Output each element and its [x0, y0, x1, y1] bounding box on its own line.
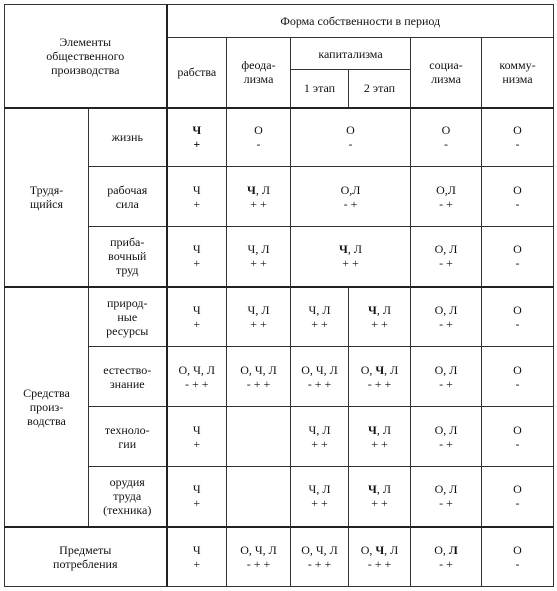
sign-mark: - + [439, 496, 453, 511]
ownership-mark [484, 123, 551, 137]
ownership-mark [293, 423, 346, 437]
value-cell [291, 407, 349, 467]
value-cell [227, 527, 291, 587]
sign-mark: - [256, 137, 261, 152]
mark-part: Ч [368, 482, 377, 497]
ownership-mark [170, 423, 225, 437]
sign-mark: + [193, 556, 201, 571]
ownership-mark [229, 183, 288, 197]
mark-part: Ч [192, 542, 201, 557]
value-cell [227, 347, 291, 407]
cell-content [293, 183, 408, 211]
sign-mark: + + [250, 316, 267, 331]
sign-mark: + + [371, 496, 388, 511]
sign-mark: - [515, 316, 520, 331]
mark-part: Ч [375, 362, 385, 377]
cell-content [351, 482, 408, 510]
ownership-mark [293, 242, 408, 256]
ownership-mark [351, 303, 408, 317]
mark-part: Ч [375, 542, 385, 557]
ownership-mark [484, 303, 551, 317]
sign-mark: - [515, 556, 520, 571]
ownership-mark [484, 363, 551, 377]
sign-mark: - [515, 376, 520, 391]
ownership-mark [170, 123, 225, 137]
mark-part: О [513, 482, 522, 497]
cell-content [413, 543, 479, 571]
ownership-mark [413, 423, 479, 437]
cell-content [413, 482, 479, 510]
ownership-mark [293, 183, 408, 197]
ownership-mark [351, 482, 408, 496]
cell-content [293, 482, 346, 510]
sign-mark: + + [311, 316, 328, 331]
ownership-mark [484, 423, 551, 437]
value-cell [482, 527, 554, 587]
cell-content [484, 363, 551, 391]
ownership-mark [229, 363, 288, 377]
value-cell [482, 227, 554, 287]
value-cell [227, 407, 291, 467]
sign-mark: - + + [367, 376, 392, 391]
mark-part: Ч [192, 242, 201, 257]
value-cell [291, 167, 411, 227]
table-row [5, 108, 554, 167]
mark-part: Ч [192, 482, 201, 497]
value-cell [411, 108, 482, 167]
mark-part: , Л [255, 182, 270, 197]
ownership-mark [293, 543, 346, 557]
value-cell [349, 347, 411, 407]
period-feudalism: феода- лизма [227, 38, 291, 108]
mark-part: О [513, 302, 522, 317]
sign-mark: + + [311, 496, 328, 511]
ownership-mark [170, 303, 225, 317]
mark-part: Л [448, 542, 458, 557]
ownership-mark [413, 183, 479, 197]
value-cell [482, 108, 554, 167]
value-cell [349, 287, 411, 347]
sign-mark: - [515, 196, 520, 211]
sign-mark: + + [250, 256, 267, 271]
cell-content [484, 543, 551, 571]
value-cell [291, 347, 349, 407]
ownership-mark [170, 183, 225, 197]
mark-part: , Л [376, 482, 391, 497]
sign-mark: + + [371, 316, 388, 331]
ownership-mark [484, 183, 551, 197]
cell-content [170, 543, 225, 571]
group-label: Средства произ- водства [5, 287, 89, 527]
sign-mark: + [193, 196, 201, 211]
mark-part: Ч [192, 302, 201, 317]
ownership-mark [229, 303, 288, 317]
cell-content [170, 423, 225, 451]
value-cell [167, 467, 227, 527]
cell-content [351, 303, 408, 331]
cell-content [484, 423, 551, 451]
cell-content [293, 123, 408, 151]
cell-content [293, 242, 408, 270]
sign-mark: - [515, 137, 520, 152]
value-cell [227, 167, 291, 227]
mark-part: О, Ч, Л [240, 542, 277, 557]
cell-content [484, 242, 551, 270]
mark-part: О, Л [434, 482, 458, 497]
ownership-mark [413, 363, 479, 377]
value-cell [411, 407, 482, 467]
value-cell [349, 407, 411, 467]
mark-part: Ч [247, 182, 256, 197]
mark-part: О [513, 182, 522, 197]
period-communism: комму- низма [482, 38, 554, 108]
value-cell [411, 467, 482, 527]
mark-part: О [441, 123, 451, 138]
value-cell [227, 227, 291, 287]
mark-part: Ч [368, 422, 377, 437]
sign-mark: + [193, 316, 201, 331]
cell-content [170, 303, 225, 331]
ownership-mark [293, 303, 346, 317]
cell-content [170, 183, 225, 211]
cell-content [413, 303, 479, 331]
element-label: рабочая сила [89, 167, 167, 227]
value-cell [167, 527, 227, 587]
sign-mark: + + [250, 196, 267, 211]
mark-part: Ч [368, 302, 377, 317]
value-cell [482, 167, 554, 227]
cell-content [170, 363, 225, 391]
value-cell [291, 227, 411, 287]
sign-mark: - + + [367, 556, 392, 571]
mark-part: Ч [192, 123, 202, 138]
sign-mark: - + [439, 436, 453, 451]
cell-content [229, 363, 288, 391]
sign-mark: - + [439, 376, 453, 391]
mark-part: , Л [376, 302, 391, 317]
value-cell [411, 227, 482, 287]
mark-part: Ч [339, 242, 348, 257]
sign-mark: - [444, 137, 448, 152]
element-label: орудия труда (техника) [89, 467, 167, 527]
cell-content [229, 543, 288, 571]
mark-part: О [513, 123, 522, 138]
mark-part: О, [434, 542, 449, 557]
sign-mark: - + [439, 196, 453, 211]
sign-mark: - [515, 436, 520, 451]
table-row [5, 287, 554, 347]
period-slavery: рабства [167, 38, 227, 108]
sign-mark: + + [311, 436, 328, 451]
cell-content [484, 482, 551, 510]
ownership-mark [170, 363, 225, 377]
cell-content [170, 482, 225, 510]
value-cell [482, 407, 554, 467]
value-cell [227, 467, 291, 527]
cell-content [170, 123, 225, 151]
ownership-mark [413, 543, 479, 557]
ownership-mark [351, 423, 408, 437]
ownership-mark [293, 482, 346, 496]
mark-part: О, Л [434, 362, 458, 377]
ownership-mark [170, 543, 225, 557]
mark-part: О, [360, 362, 376, 377]
sign-mark: - + [439, 316, 453, 331]
ownership-mark [351, 363, 408, 377]
table-body [5, 5, 554, 587]
ownership-mark [229, 543, 288, 557]
sign-mark: - + + [246, 556, 271, 571]
value-cell [482, 287, 554, 347]
cell-content [170, 242, 225, 270]
cell-content [413, 183, 479, 211]
value-cell [482, 467, 554, 527]
header-row-1 [5, 5, 554, 38]
cell-content [293, 363, 346, 391]
sign-mark: + [193, 137, 201, 152]
ownership-mark [413, 482, 479, 496]
value-cell [227, 287, 291, 347]
mark-part: Ч, Л [247, 242, 270, 257]
value-cell [167, 347, 227, 407]
value-cell [349, 527, 411, 587]
sign-mark: - + [439, 556, 453, 571]
cell-content [293, 543, 346, 571]
ownership-mark [413, 242, 479, 256]
cell-content [351, 543, 408, 571]
value-cell [482, 347, 554, 407]
mark-part: О [513, 422, 522, 437]
table-row [5, 527, 554, 587]
value-cell [167, 407, 227, 467]
element-label: природ- ные ресурсы [89, 287, 167, 347]
sign-mark: + + [342, 256, 359, 271]
element-label: техноло- гии [89, 407, 167, 467]
mark-part: , Л [384, 542, 399, 557]
cell-content [484, 303, 551, 331]
group-label: Трудя- щийся [5, 108, 89, 287]
cell-content [351, 423, 408, 451]
sign-mark: - + [343, 196, 358, 211]
mark-part: Ч, Л [247, 302, 270, 317]
mark-part: О [513, 242, 522, 257]
mark-part: О [513, 362, 522, 377]
cell-content [229, 183, 288, 211]
ownership-mark [413, 123, 479, 137]
value-cell [411, 167, 482, 227]
value-cell [291, 527, 349, 587]
element-label: жизнь [89, 108, 167, 167]
value-cell [349, 467, 411, 527]
ownership-mark [413, 303, 479, 317]
ownership-mark [484, 543, 551, 557]
mark-part: О, Ч, Л [301, 362, 338, 377]
mark-part: О [346, 123, 355, 138]
elements-header: Элементы общественного производства [5, 5, 167, 108]
sign-mark: + [193, 496, 201, 511]
cell-content [293, 303, 346, 331]
sign-mark: - + + [307, 556, 332, 571]
mark-part: Ч, Л [308, 422, 331, 437]
mark-part: О,Л [436, 182, 456, 197]
cell-content [413, 363, 479, 391]
period-capitalism-stage-1: 1 этап [291, 70, 349, 108]
ownership-mark [484, 242, 551, 256]
value-cell [167, 108, 227, 167]
sign-mark: - + + [246, 376, 271, 391]
value-cell [167, 287, 227, 347]
value-cell [227, 108, 291, 167]
mark-part: О, Л [434, 422, 458, 437]
period-socialism: социа- лизма [411, 38, 482, 108]
mark-part: О, Ч, Л [240, 362, 277, 377]
ownership-mark [293, 363, 346, 377]
sign-mark: - + + [307, 376, 332, 391]
mark-part: Ч [192, 182, 201, 197]
sign-mark: - [515, 496, 520, 511]
value-cell [411, 347, 482, 407]
ownership-mark [229, 242, 288, 256]
cell-content [229, 123, 288, 151]
value-cell [291, 108, 411, 167]
ownership-table [4, 4, 554, 587]
period-capitalism: капитализма [291, 38, 411, 70]
value-cell [291, 287, 349, 347]
cell-content [413, 123, 479, 151]
ownership-mark [170, 242, 225, 256]
sign-mark: - [348, 137, 353, 152]
cell-content [229, 242, 288, 270]
mark-part: О,Л [340, 182, 361, 197]
ownership-mark [229, 123, 288, 137]
cell-content [293, 423, 346, 451]
sign-mark: + [193, 436, 201, 451]
sign-mark: + [193, 256, 201, 271]
mark-part: О [254, 123, 263, 138]
cell-content [351, 363, 408, 391]
mark-part: О, Ч, Л [178, 362, 216, 377]
mark-part: Ч, Л [308, 482, 331, 497]
ownership-mark [293, 123, 408, 137]
value-cell [411, 287, 482, 347]
ownership-mark [170, 482, 225, 496]
mark-part: Ч, Л [308, 302, 331, 317]
element-label: естество- знание [89, 347, 167, 407]
group-label: Предметы потребления [5, 527, 167, 587]
mark-part: , Л [376, 422, 391, 437]
cell-content [484, 183, 551, 211]
form-header: Форма собственности в период [167, 5, 554, 38]
mark-part: Ч [192, 422, 201, 437]
sign-mark: - [515, 256, 520, 271]
value-cell [167, 167, 227, 227]
mark-part: О [513, 542, 522, 557]
cell-content [413, 423, 479, 451]
sign-mark: - + + [184, 376, 209, 391]
mark-part: О, Ч, Л [301, 542, 338, 557]
ownership-mark [351, 543, 408, 557]
mark-part: О, Л [434, 242, 458, 257]
mark-part: О, [360, 542, 376, 557]
cell-content [229, 303, 288, 331]
element-label: приба- вочный труд [89, 227, 167, 287]
mark-part: , Л [347, 242, 362, 257]
cell-content [413, 242, 479, 270]
ownership-mark [484, 482, 551, 496]
mark-part: , Л [384, 362, 399, 377]
value-cell [291, 467, 349, 527]
value-cell [411, 527, 482, 587]
sign-mark: + + [371, 436, 388, 451]
sign-mark: - + [439, 256, 453, 271]
value-cell [167, 227, 227, 287]
mark-part: О, Л [434, 302, 458, 317]
period-capitalism-stage-2: 2 этап [349, 70, 411, 108]
cell-content [484, 123, 551, 151]
